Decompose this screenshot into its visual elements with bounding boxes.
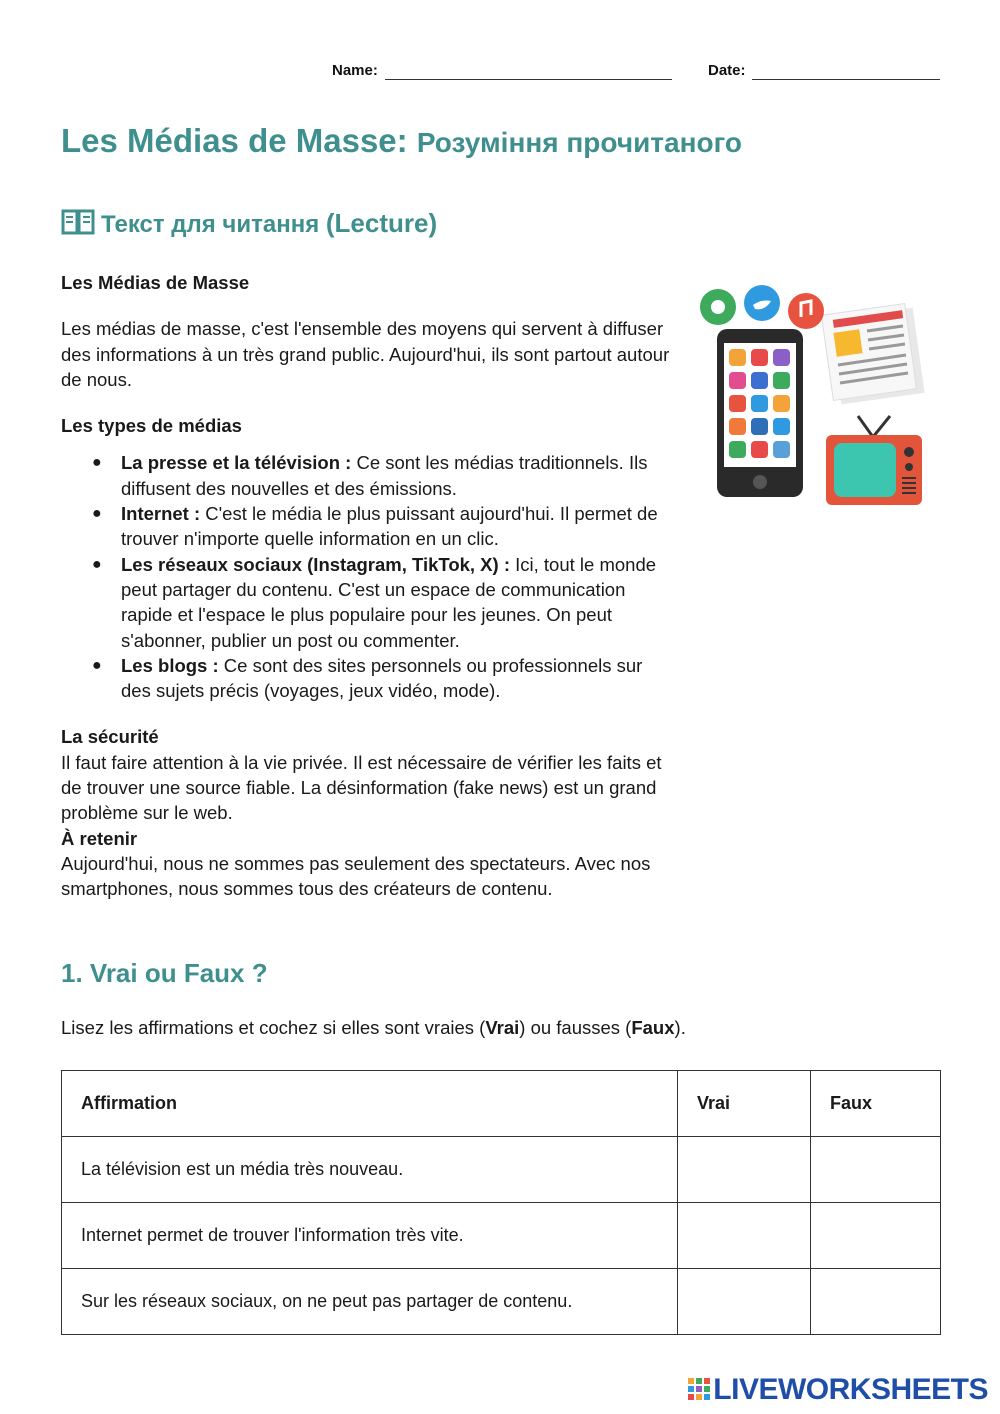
- list-item-term: Les blogs :: [121, 654, 219, 676]
- list-item-term: La presse et la télévision :: [121, 452, 352, 474]
- statement-cell: La télévision est un média très nouveau.: [62, 1137, 678, 1203]
- liveworksheets-logo: [688, 1373, 988, 1407]
- reading-heading: [61, 208, 437, 239]
- faux-checkbox-cell[interactable]: [811, 1137, 941, 1203]
- media-types-list: [61, 450, 671, 703]
- true-false-table: [61, 1070, 941, 1335]
- page-title-sub: Розуміння прочитаного: [416, 127, 742, 158]
- reading-heading-fr: (Lecture): [325, 208, 438, 238]
- reading-text: [61, 270, 671, 902]
- table-header-row: [62, 1071, 941, 1137]
- name-field[interactable]: [385, 79, 672, 80]
- page-title: [61, 122, 742, 160]
- security-text: Il faut faire attention à la vie privée. Il est nécessaire de vérifier les faits et de trouver une source fiable. La désinformation (fake news) est un grand problème sur le web.: [61, 751, 662, 824]
- table-row: [62, 1203, 941, 1269]
- smartphone-icon: [717, 329, 803, 497]
- instr-text: Lisez les affirmations et cochez si elles sont vraies (: [61, 1017, 486, 1038]
- column-header-affirmation: Affirmation: [62, 1071, 678, 1137]
- media-illustration: [695, 285, 930, 510]
- date-field[interactable]: [752, 79, 940, 80]
- list-item: ● Les blogs : Ce sont des sites personnels ou professionnels sur des sujets précis (voyages, jeux vidéo, mode).: [92, 654, 643, 702]
- liveworksheets-logo-text: LIVEWORKSHEETS: [713, 1373, 988, 1406]
- types-heading: Les types de médias: [61, 415, 242, 437]
- list-item-desc: C'est le média le plus puissant aujourd'hui. Il permet de trouver n'importe quelle information en un clic.: [121, 503, 658, 550]
- list-item-desc: Ce sont des sites personnels ou professionnels sur des sujets précis (voyages, jeux vidéo, mode).: [121, 654, 643, 702]
- column-header-vrai: Vrai: [678, 1071, 811, 1137]
- faux-checkbox-cell[interactable]: [811, 1203, 941, 1269]
- list-item-desc: Ce sont les médias traditionnels. Ils diffusent des nouvelles et des émissions.: [121, 452, 648, 499]
- exercise-heading: 1. Vrai ou Faux ?: [61, 958, 268, 988]
- vrai-checkbox-cell[interactable]: [678, 1269, 811, 1335]
- open-book-icon: [61, 208, 95, 236]
- retain-text: Aujourd'hui, nous ne sommes pas seulement des spectateurs. Avec nos smartphones, nous sommes tous des créateurs de contenu.: [61, 852, 651, 900]
- statement-cell: Internet permet de trouver l'information très vite.: [62, 1203, 678, 1269]
- column-header-faux: Faux: [811, 1071, 941, 1137]
- list-item: ● Les réseaux sociaux (Instagram, TikTok, X) : Ici, tout le monde peut partager du contenu. C'est un espace de communication rapide et l'espace le plus populaire pour les jeunes. On peut s'abonner, publier un post ou commenter.: [92, 553, 657, 651]
- list-item-term: Les réseaux sociaux (Instagram, TikTok, X) :: [121, 553, 510, 575]
- exercise-instructions: [61, 1017, 686, 1039]
- instr-text: ) ou fausses (: [519, 1017, 632, 1038]
- list-item: ● Internet : C'est le média le plus puissant aujourd'hui. Il permet de trouver n'importe quelle information en un clic.: [92, 503, 658, 550]
- list-item: ● La presse et la télévision : Ce sont les médias traditionnels. Ils diffusent des nouvelles et des émissions.: [92, 452, 648, 499]
- newspaper-icon: [821, 304, 924, 405]
- table-row: [62, 1137, 941, 1203]
- retain-heading: À retenir: [61, 827, 138, 849]
- table-row: [62, 1269, 941, 1335]
- statement-cell: Sur les réseaux sociaux, on ne peut pas partager de contenu.: [62, 1269, 678, 1335]
- instr-vrai: Vrai: [485, 1017, 520, 1038]
- security-heading: La sécurité: [61, 726, 159, 748]
- date-label: Date:: [708, 62, 746, 79]
- vrai-checkbox-cell[interactable]: [678, 1203, 811, 1269]
- page-title-main: Les Médias de Masse:: [61, 122, 408, 159]
- liveworksheets-logo-icon: [688, 1378, 710, 1400]
- chat-bubbles-icon: [700, 285, 824, 329]
- list-item-desc: Ici, tout le monde peut partager du contenu. C'est un espace de communication rapide et l'espace le plus populaire pour les jeunes. On peut s'abonner, publier un post ou commenter.: [121, 553, 657, 651]
- instr-text: ).: [674, 1017, 686, 1038]
- text-intro: Les médias de masse, c'est l'ensemble des moyens qui servent à diffuser des informations à un très grand public. Aujourd'hui, ils sont partout autour de nous.: [61, 318, 670, 390]
- vrai-checkbox-cell[interactable]: [678, 1137, 811, 1203]
- faux-checkbox-cell[interactable]: [811, 1269, 941, 1335]
- text-title: Les Médias de Masse: [61, 272, 250, 293]
- name-label: Name:: [332, 62, 378, 79]
- list-item-term: Internet :: [121, 503, 201, 525]
- reading-heading-uk: Текст для читання: [101, 211, 320, 238]
- instr-faux: Faux: [631, 1017, 675, 1038]
- television-icon: [826, 416, 922, 505]
